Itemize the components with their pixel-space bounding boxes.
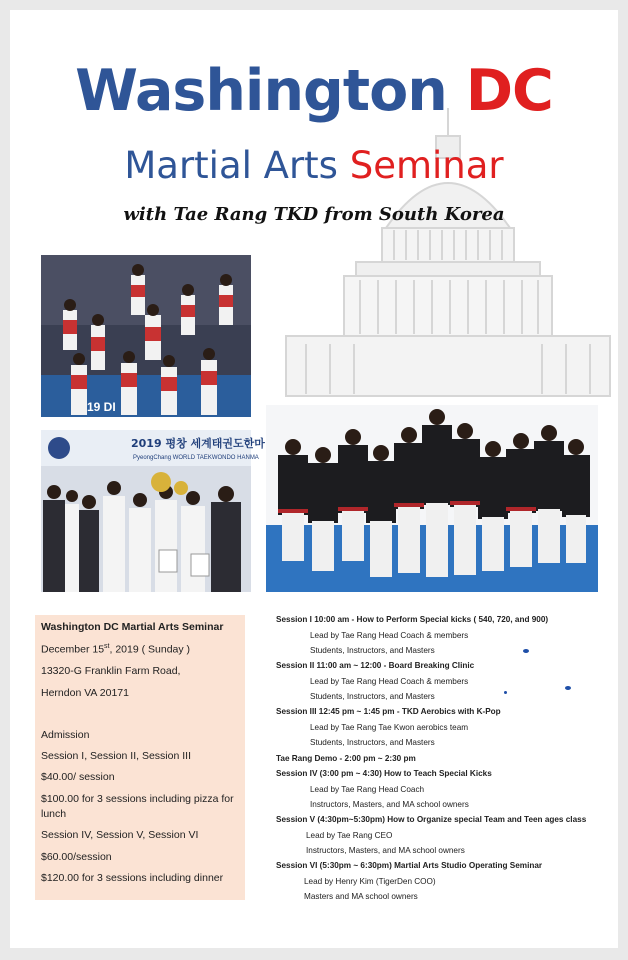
banner-text: 2019 평창 세계태권도한마: [131, 437, 265, 450]
group1-price-bundle: $100.00 for 3 sessions including pizza for: [41, 793, 234, 805]
session-1-leader: Lead by Tae Rang Head Coach & members: [310, 631, 469, 640]
session-3-audience: Students, Instructors, and Masters: [310, 738, 435, 747]
sub-title-accent: Seminar: [349, 144, 504, 187]
group2-price-single: $60.00/session: [41, 851, 112, 863]
session-1-audience: Students, Instructors, and Masters: [310, 646, 435, 655]
session-2-leader: Lead by Tae Rang Head Coach & members: [310, 677, 469, 686]
ink-mark: [523, 649, 529, 653]
group2-sessions: Session IV, Session V, Session VI: [41, 829, 199, 841]
ink-mark: [565, 686, 571, 690]
demo-title: Tae Rang Demo - 2:00 pm ~ 2:30 pm: [276, 754, 416, 763]
medal-group-photo: [41, 430, 265, 592]
session-4-audience: Instructors, Masters, and MA school owners: [310, 800, 469, 809]
address-line2: Herndon VA 20171: [41, 687, 129, 699]
session-1-title: Session I 10:00 am - How to Perform Special kicks ( 540, 720, and 900): [276, 615, 549, 624]
session-6-leader: Lead by Henry Kim (TigerDen COO): [304, 877, 436, 886]
group1-price-bundle-cont: lunch: [41, 808, 67, 820]
event-info-box: [35, 615, 245, 900]
address-line1: 13320-G Franklin Farm Road,: [41, 665, 181, 677]
session-5-audience: Instructors, Masters, and MA school owners: [306, 846, 465, 855]
session-6-audience: Masters and MA school owners: [304, 892, 418, 901]
main-title: Washington DC: [75, 58, 553, 124]
session-2-title: Session II 11:00 am ~ 12:00 - Board Breaking Clinic: [276, 661, 475, 670]
session-2-audience: Students, Instructors, and Masters: [310, 692, 435, 701]
admission-label: Admission: [41, 729, 90, 741]
event-date: December 15st, 2019 ( Sunday ): [41, 643, 191, 656]
group2-price-bundle: $120.00 for 3 sessions including dinner: [41, 872, 224, 884]
main-title-accent: DC: [465, 58, 553, 124]
session-4-leader: Lead by Tae Rang Head Coach: [310, 785, 425, 794]
floor-text: 19 DI: [87, 400, 116, 414]
tagline: with Tae Rang TKD from South Korea: [123, 204, 505, 225]
session-4-title: Session IV (3:00 pm ~ 4:30) How to Teach Special Kicks: [276, 769, 492, 778]
session-3-leader: Lead by Tae Rang Tae Kwon aerobics team: [310, 723, 469, 732]
group1-sessions: Session I, Session II, Session III: [41, 750, 191, 762]
banner-subtext: PyeongChang WORLD TAEKWONDO HANMA: [133, 455, 259, 461]
team-group-photo: [266, 405, 598, 592]
flyer-page: [10, 10, 618, 948]
demo-pyramid-photo: [41, 255, 251, 417]
sub-title: Martial Arts Seminar: [124, 144, 504, 187]
event-name: Washington DC Martial Arts Seminar: [41, 621, 224, 633]
session-6-title: Session VI (5:30pm ~ 6:30pm) Martial Arts Studio Operating Seminar: [276, 861, 543, 870]
ink-mark: [504, 691, 507, 694]
session-5-title: Session V (4:30pm~5:30pm) How to Organize special Team and Teen ages class: [276, 815, 587, 824]
session-5-leader: Lead by Tae Rang CEO: [306, 831, 393, 840]
session-3-title: Session III 12:45 pm ~ 1:45 pm - TKD Aerobics with K-Pop: [276, 707, 501, 716]
group1-price-single: $40.00/ session: [41, 771, 115, 783]
